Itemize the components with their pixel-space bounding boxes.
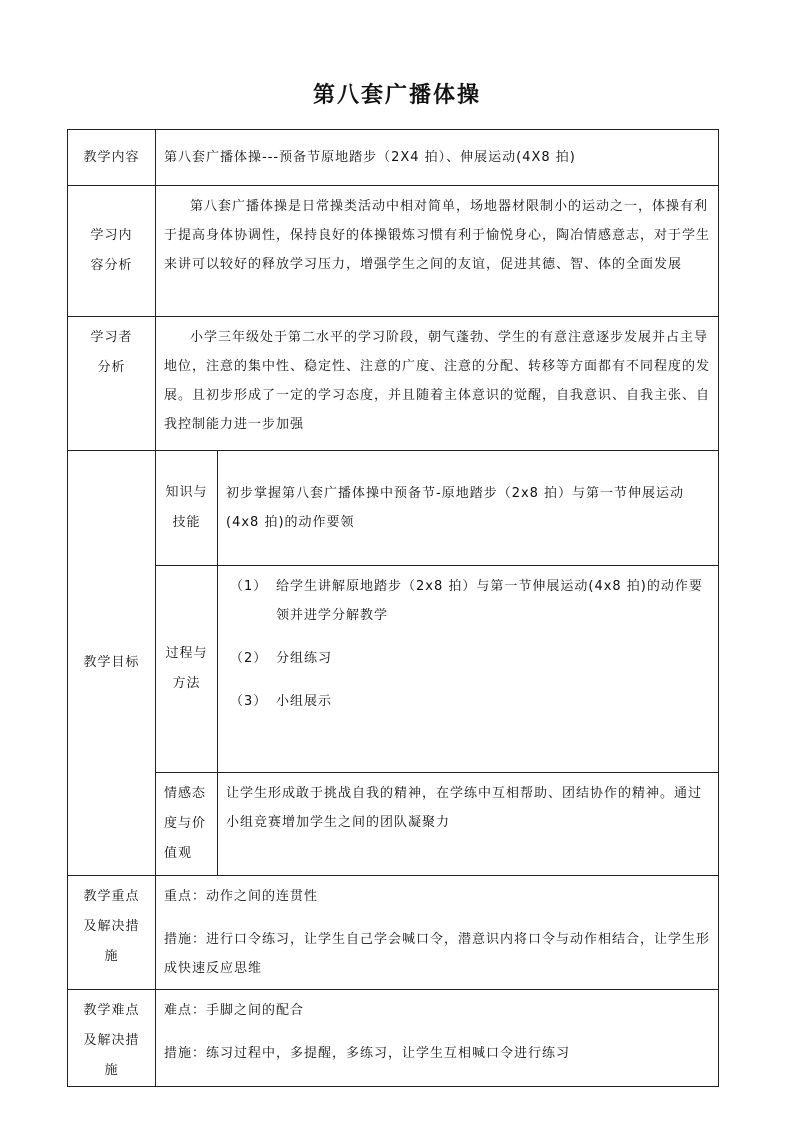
- difficulty-point-text: 难点：手脚之间的配合: [164, 1003, 305, 1018]
- label-key-points-line3: 施: [104, 949, 119, 964]
- label-content-analysis: [68, 186, 156, 317]
- process-item-3: [230, 687, 710, 716]
- process-item-2: [230, 644, 710, 673]
- label-process-methods: [156, 566, 218, 773]
- label-teaching-content: 教学内容: [68, 130, 156, 186]
- process-item-2-number: （2）: [230, 651, 268, 666]
- process-item-3-text: 小组展示: [276, 694, 333, 709]
- key-point-text: 重点：动作之间的连贯性: [164, 889, 319, 904]
- label-emotion-line1: 情感态: [164, 786, 207, 801]
- process-methods-list: [218, 566, 719, 773]
- process-item-3-number: （3）: [230, 694, 268, 709]
- label-emotion-values: [156, 773, 218, 876]
- row-content-analysis: [68, 186, 719, 317]
- label-content-analysis-line2: 容分析: [90, 258, 133, 273]
- label-teaching-objectives: 教学目标: [68, 451, 156, 876]
- label-learner-analysis-line1: 学习者: [90, 330, 133, 345]
- label-key-points-line2: 及解决措: [83, 919, 140, 934]
- label-learner-analysis: [68, 317, 156, 451]
- label-knowledge-line1: 知识与: [165, 485, 208, 500]
- row-objective-knowledge: [68, 451, 719, 566]
- difficulties-content: [156, 990, 719, 1087]
- process-item-2-text: 分组练习: [276, 651, 333, 666]
- row-teaching-content: [68, 130, 719, 186]
- label-key-points-line1: 教学重点: [83, 889, 140, 904]
- label-difficulties-line1: 教学难点: [83, 1003, 140, 1018]
- row-objective-process: [68, 566, 719, 773]
- page-title: 第八套广播体操: [312, 82, 481, 108]
- content-analysis-text: 第八套广播体操是日常操类活动中相对简单，场地器材限制小的运动之一，体操有利于提高身体协调性，保持良好的体操锻炼习惯有利于愉悦身心，陶冶情感意志，对于学生来讲可以较好的释放学习压力，增强学生之间的友谊，促进其德、智、体的全面发展: [156, 186, 719, 317]
- learner-analysis-text: 小学三年级处于第二水平的学习阶段，朝气蓬勃、学生的有意注意逐步发展并占主导地位，注意的集中性、稳定性、注意的广度、注意的分配、转移等方面都有不同程度的发展。且初步形成了一定的学习态度，并且随着主体意识的觉醒，自我意识、自我主张、自我控制能力进一步加强: [156, 317, 719, 451]
- key-points-content: [156, 876, 719, 990]
- row-learner-analysis: [68, 317, 719, 451]
- label-content-analysis-line1: 学习内: [90, 228, 133, 243]
- label-difficulties: [68, 990, 156, 1087]
- label-difficulties-line3: 施: [104, 1063, 119, 1078]
- key-point-measure-text: 措施：进行口令练习，让学生自己学会喊口令，潜意识内将口令与动作相结合，让学生形成快速反应思维: [164, 932, 711, 976]
- difficulty-measure-text: 措施：练习过程中，多提醒，多练习，让学生互相喊口令进行练习: [164, 1046, 571, 1061]
- label-learner-analysis-line2: 分析: [97, 360, 126, 375]
- label-knowledge-line2: 技能: [172, 515, 201, 530]
- knowledge-skills-text: 初步掌握第八套广播体操中预备节-原地踏步（2x8 拍）与第一节伸展运动(4x8 拍)的动作要领: [218, 451, 719, 566]
- teaching-content-text: 第八套广播体操---预备节原地踏步（2X4 拍）、伸展运动(4X8 拍): [156, 130, 719, 186]
- row-objective-emotion: [68, 773, 719, 876]
- label-difficulties-line2: 及解决措: [83, 1033, 140, 1048]
- label-process-line1: 过程与: [165, 646, 208, 661]
- label-key-points: [68, 876, 156, 990]
- emotion-values-text: 让学生形成敢于挑战自我的精神，在学练中互相帮助、团结协作的精神。通过小组竞赛增加学生之间的团队凝聚力: [218, 773, 719, 876]
- row-key-points: [68, 876, 719, 990]
- row-difficulties: [68, 990, 719, 1087]
- label-emotion-line2: 度与价: [164, 816, 207, 831]
- label-emotion-line3: 值观: [164, 846, 193, 861]
- process-item-1-number: （1）: [230, 579, 268, 594]
- label-knowledge-skills: [156, 451, 218, 566]
- lesson-plan-table: [67, 129, 719, 1087]
- label-process-line2: 方法: [172, 676, 201, 691]
- process-item-1: [230, 572, 710, 630]
- process-item-1-text: 给学生讲解原地踏步（2x8 拍）与第一节伸展运动(4x8 拍)的动作要领并进学分解教学: [276, 579, 703, 623]
